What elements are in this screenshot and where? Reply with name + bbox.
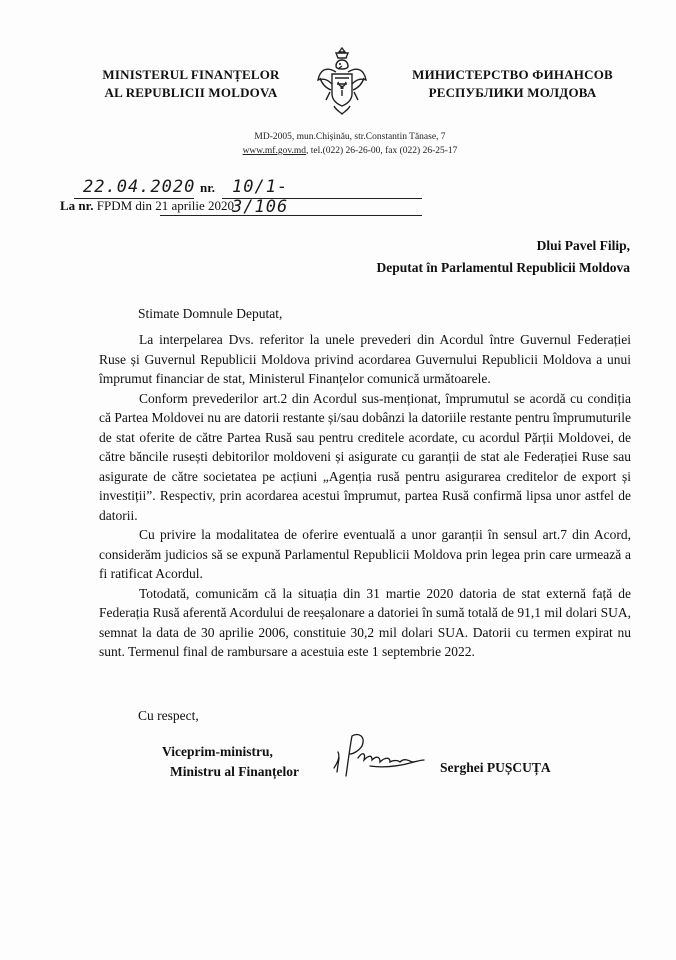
ministry-name-ru — [395, 66, 630, 102]
handwritten-number: 10/1-3/106 — [232, 177, 289, 217]
address-line: MD-2005, mun.Chișinău, str.Constantin Tănase, 7 — [254, 132, 446, 142]
ministry-name-ro — [76, 66, 306, 102]
ministry-name-ru-line2: РЕСПУБЛИКИ МОЛДОВА — [428, 85, 597, 100]
coat-of-arms-icon — [316, 44, 368, 118]
letter-body — [99, 330, 631, 662]
number-underline — [222, 198, 422, 199]
signatory-title-2: Ministru al Finanțelor — [170, 764, 299, 779]
signatory-titles — [162, 742, 299, 782]
ministry-address — [200, 130, 500, 158]
salutation: Stimate Domnule Deputat, — [138, 306, 283, 321]
website-link[interactable]: www.mf.gov.md — [242, 146, 306, 156]
signatory-title-1: Viceprim-ministru, — [162, 744, 273, 759]
closing: Cu respect, — [138, 708, 199, 723]
paragraph: La interpelarea Dvs. referitor la unele prevederi din Acordul între Guvernul Federației Ruse și Guvernul Republicii Moldova privind acordarea Guvernului Republicii Moldova a unui împrumut financiar de stat, Ministerul Finanțelor comunică următoarele. — [99, 332, 631, 386]
addressee-name: Dlui Pavel Filip, — [536, 238, 630, 253]
paragraph: Cu privire la modalitatea de oferire eventuală a unor garanții în sensul art.7 din Acord, considerăm judicios să se expună Parlamentul Republicii Moldova prin legea prin care urmează a fi ratificat Acordul. — [99, 527, 631, 581]
ministry-name-ro-line1: MINISTERUL FINANȚELOR — [102, 67, 280, 82]
la-nr-value: FPDM din 21 aprilie 2020 — [96, 198, 234, 213]
ministry-name-ru-line1: МИНИСТЕРСТВО ФИНАНСОВ — [412, 67, 613, 82]
addressee-title: Deputat în Parlamentul Republicii Moldova — [376, 260, 630, 275]
signatory-name: Serghei PUȘCUȚA — [440, 760, 551, 775]
handwritten-date: 22.04.2020 — [83, 177, 196, 197]
contacts-line — [200, 144, 500, 158]
la-nr-label: La nr. — [60, 198, 94, 213]
ministry-name-ro-line2: AL REPUBLICII MOLDOVA — [104, 85, 278, 100]
handwritten-signature-icon — [328, 722, 438, 792]
addressee-block — [376, 235, 630, 279]
paragraph: Totodată, comunicăm că la situația din 31 martie 2020 datoria de stat externă față de Federația Rusă aferentă Acordului de reeșalonare a datoriei în sumă totală de 91,1 mil dolari SUA, semnat la data de 30 aprilie 2006, constituie 30,2 mil dolari SUA. Datorii cu termen expirat nu sunt. Termenul final de rambursare a acestuia este 1 septembrie 2022. — [99, 585, 631, 659]
nr-label: nr. — [200, 180, 216, 195]
reference-line — [60, 198, 234, 214]
reference-underline — [160, 215, 422, 216]
phone-fax: , tel.(022) 26-26-00, fax (022) 26-25-17 — [305, 146, 458, 156]
paragraph: Conform prevederilor art.2 din Acordul sus-menționat, împrumutul se acordă cu condiția că Partea Moldovei nu are datorii restante și/sau dobânzi la datoriile restante pentru împrumuturile de stat oferite de către Partea Rusă sau pentru creditele acordate, cu acordul Părții Moldovei, de către băncile rusești debitorilor moldoveni și asigurate cu garanții de stat ale Federației Ruse sau asigurate de către societatea pe acțiuni „Agenția rusă pentru asigurarea creditelor de export și investiții”. Respectiv, prin acordarea acestui împrumut, partea Rusă confirmă lipsa unor astfel de datorii. — [99, 390, 631, 523]
